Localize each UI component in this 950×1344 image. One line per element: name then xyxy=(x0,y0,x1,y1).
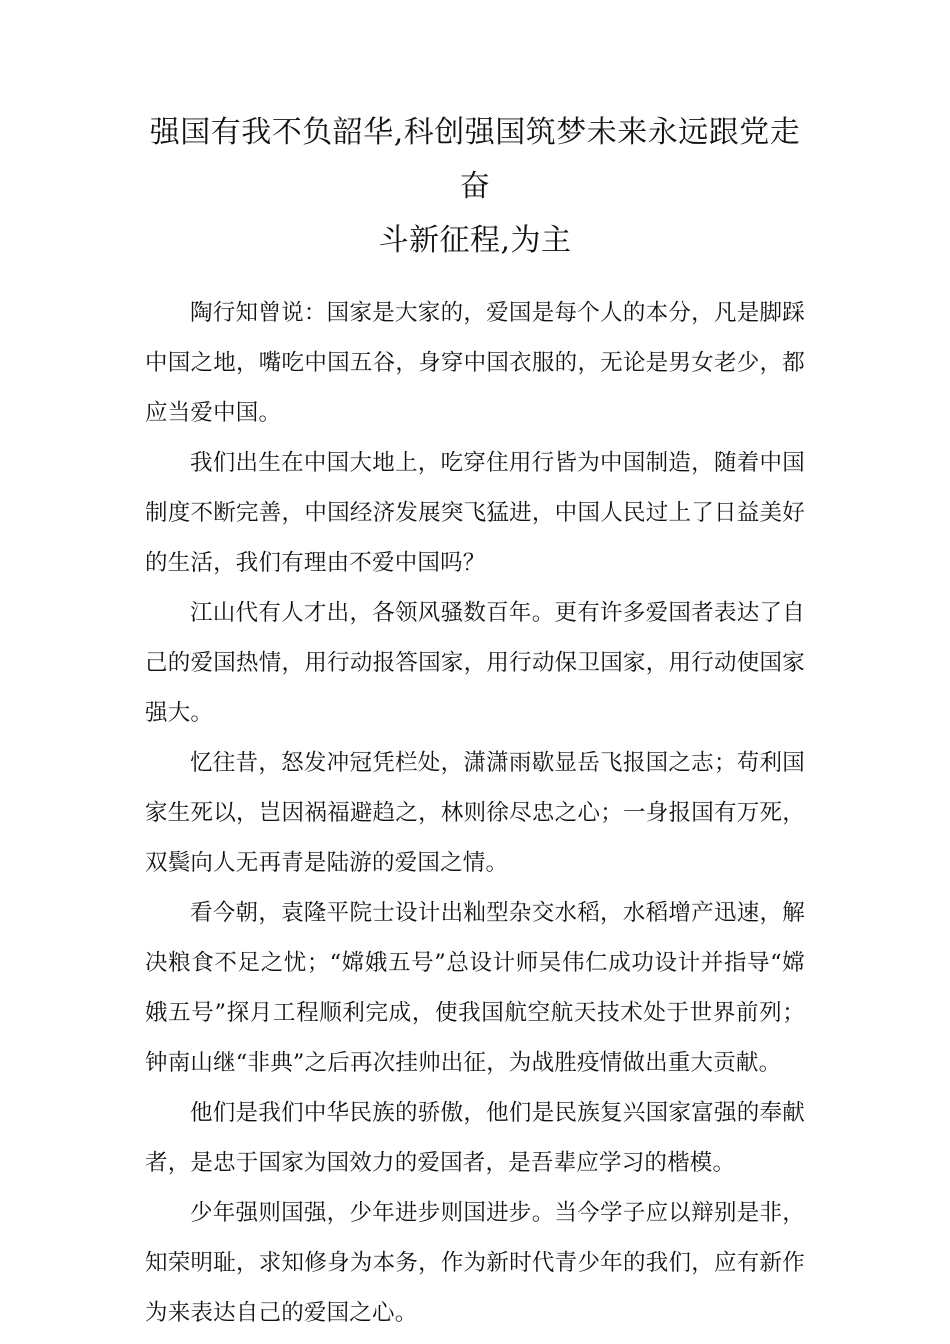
document-title xyxy=(145,106,805,268)
paragraph-3: 江山代有人才出，各领风骚数百年。更有许多爱国者表达了自己的爱国热情，用行动报答国家，用行动保卫国家，用行动使国家强大。 xyxy=(145,600,805,726)
paragraph-5: 看今朝，袁隆平院士设计出籼型杂交水稻，水稻增产迅速，解决粮食不足之忧；“嫦娥五号”总设计师吴伟仁成功设计并指导“嫦娥五号”探月工程顺利完成，使我国航空航天技术处于世界前列；钟南山继“非典”之后再次挂帅出征，为战胜疫情做出重大贡献。 xyxy=(145,900,805,1076)
title-line-1: 强国有我不负韶华,科创强国筑梦未来永远跟党走奋 xyxy=(149,115,801,204)
title-line-2: 斗新征程,为主 xyxy=(378,223,572,258)
paragraph-7: 少年强则国强，少年进步则国进步。当今学子应以辩别是非，知荣明耻，求知修身为本务，作为新时代青少年的我们，应有新作为来表达自己的爱国之心。 xyxy=(145,1200,805,1326)
paragraph-1: 陶行知曾说：国家是大家的，爱国是每个人的本分，凡是脚踩中国之地，嘴吃中国五谷，身穿中国衣服的，无论是男女老少，都应当爱中国。 xyxy=(145,300,805,426)
paragraph-6: 他们是我们中华民族的骄傲，他们是民族复兴国家富强的奉献者，是忠于国家为国效力的爱国者，是吾辈应学习的楷模。 xyxy=(145,1100,805,1176)
paragraph-2: 我们出生在中国大地上，吃穿住用行皆为中国制造，随着中国制度不断完善，中国经济发展突飞猛进，中国人民过上了日益美好的生活，我们有理由不爱中国吗？ xyxy=(145,450,805,576)
paragraph-4: 忆往昔，怒发冲冠凭栏处，潇潇雨歇显岳飞报国之志；苟利国家生死以，岂因祸福避趋之，林则徐尽忠之心；一身报国有万死，双鬓向人无再青是陆游的爱国之情。 xyxy=(145,750,805,876)
